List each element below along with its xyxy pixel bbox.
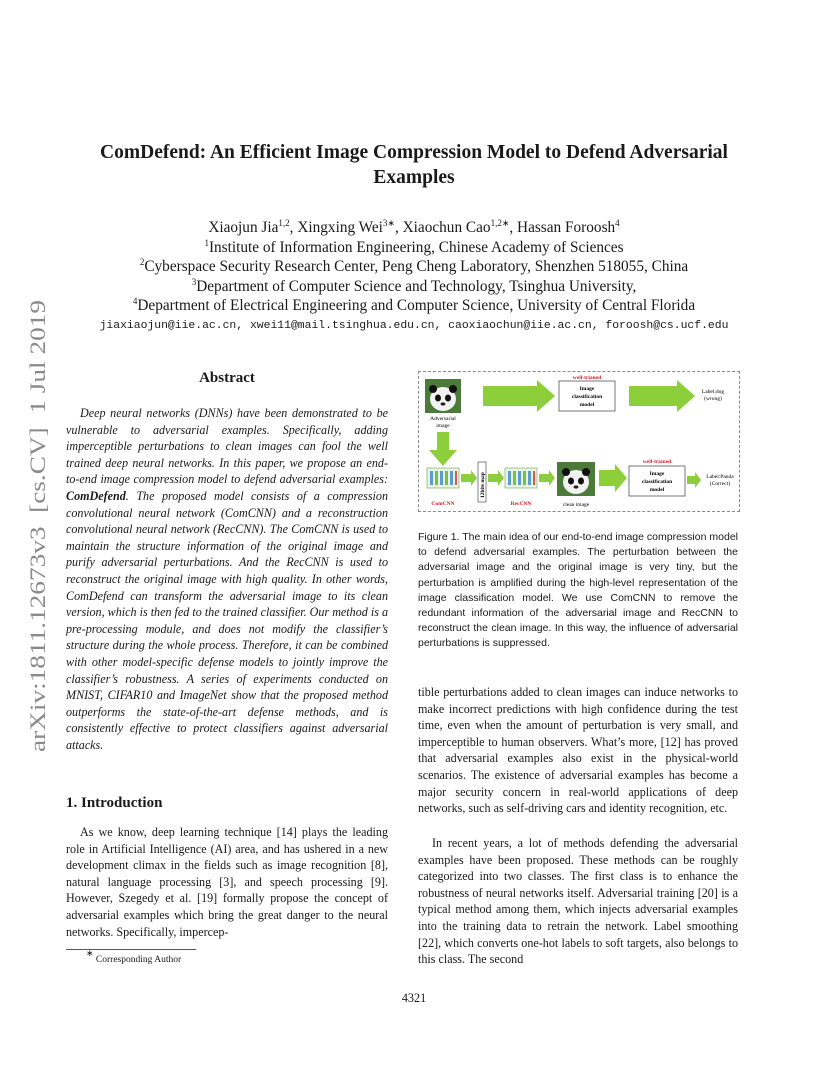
- paper-title: ComDefend: An Efficient Image Compression Model to Defend Adversarial Examples: [100, 142, 728, 188]
- affiliation-3: $^3$Department of Computer Science and Technology, Tsinghua University,: [191, 276, 637, 295]
- author-emails: jiaxiaojun@iie.ac.cn, xwei11@mail.tsinghua.edu.cn, caoxiaochun@iie.ac.cn, foroosh@cs.ucf.edu: [99, 319, 729, 332]
- arrow-right-icon: [599, 464, 627, 492]
- footnote: ∗ Corresponding Author: [86, 948, 182, 965]
- well-trained-label-top: well-trianed: [572, 375, 602, 381]
- abstract-text: Deep neural networks (DNNs) have been demonstrated to be vulnerable to adversarial examples. Specifically, adding imperceptible perturbations to clean images can fool the well trained deep neural networks. In this paper, we propose an end-to-end image compression model to defend adversarial examples: ComDefend. The proposed model consists of a compression convolutional neural network (ComCNN) and a reconstruction convolutional neural network (RecCNN). The ComCNN is used to maintain the structure information of the original image and purify adversarial perturbations. And the RecCNN is used to reconstruct the original image with high quality. In other words, ComDefend can transform the adversarial image to its clean version, which is then fed to the trained classifier. Our method is a pre-processing module, and does not modify the classifier’s structure during the whole process. Therefore, it can be combined with other model-specific defense models to jointly improve the classifier’s robustness. A series of experiments conducted on MNIST, CIFAR10 and ImageNet show that the proposed method outperforms the state-of-the-art defense methods, and is consistently effective to protect classifiers against adversarial attacks.: [66, 406, 388, 752]
- author-names: Xiaojun Jia$^{1,2}$, Xingxing Wei$^{3∗}$, Xiaochun Cao$^{1,2∗}$, Hassan Foroosh$^4$: [208, 218, 620, 236]
- reccnn-label: RecCNN: [510, 501, 532, 507]
- adversarial-image-label-2: image: [436, 423, 450, 429]
- svg-text:model: model: [649, 487, 665, 493]
- affiliation-4: $^4$Department of Electrical Engineering and Computer Science, University of Central Florida: [132, 296, 696, 314]
- reccnn-block: [505, 468, 537, 488]
- label-dog: Label:dog: [701, 389, 725, 395]
- introduction-paragraph: As we know, deep learning technique [14] plays the leading role in Artificial Intelligence (AI) area, and has ushered in a new development climax in the fields such as image recognition [8], natural language processing [3], and speech processing [9]. However, Szegedy et al. [19] formally propose the concept of adversarial examples which bring the great danger to the neural networks. Specifically, impercep-: [66, 825, 388, 939]
- author-name: Hassan Foroosh: [517, 219, 616, 236]
- right-column-paragraph-2: In recent years, a lot of methods defending the adversarial examples have been proposed. These methods can be roughly categorized into two classes. The first class is to enhance the robustness of neural networks itself. Adversarial training [20] is a typical method among them, which injects adversarial examples into the training data to retrain the network. Label smoothing [22], which converts one-hot labels to soft targets, also belongs to this class. The second: [418, 836, 738, 967]
- author-name: Xiaojun Jia: [208, 219, 279, 236]
- adversarial-image-label-1: Adversarial: [430, 416, 456, 422]
- label-panda: Label:Panda: [706, 474, 734, 480]
- svg-text:Image: Image: [649, 471, 665, 477]
- arrow-right-icon: [488, 470, 504, 486]
- comcnn-block: [427, 468, 459, 488]
- clean-image-label: clean image: [562, 502, 590, 508]
- introduction-heading: 1. Introduction: [66, 795, 163, 811]
- author-name: Xingxing Wei: [297, 219, 383, 236]
- adversarial-image: [425, 379, 461, 413]
- arrow-right-icon: [629, 380, 695, 412]
- author-name: Xiaochun Cao: [402, 219, 491, 236]
- affiliation-1: $^1$Institute of Information Engineering, Chinese Academy of Sciences: [204, 237, 624, 256]
- arxiv-stamp-text: arXiv:1811.12673v3 [cs.CV] 1 Jul 2019: [25, 379, 50, 752]
- arxiv-stamp: [23, 300, 53, 760]
- arrow-down-icon: [429, 432, 457, 466]
- well-trained-label-bottom: well-trianed: [642, 459, 672, 465]
- svg-text:Image: Image: [579, 386, 595, 392]
- svg-text:model: model: [579, 402, 595, 408]
- right-column-paragraph-1: tible perturbations added to clean images can induce networks to make incorrect predictions with high confidence during the test time, even when the amount of perturbation is very small, and imperceptible to human observers. What’s more, [12] has proved that adversarial examples also exist in the physical-world scenarios. The existence of adversarial examples has become a major security concern in real-world applications of deep networks, such as self-driving cars and identity recognition, etc.: [418, 685, 738, 816]
- figure-1: [418, 371, 740, 512]
- clean-image: [557, 462, 595, 496]
- page-number: 4321: [401, 991, 427, 1005]
- label-dog-status: (wrong): [704, 396, 722, 402]
- affiliation-2: $^2$Cyberspace Security Research Center, Peng Cheng Laboratory, Shenzhen 518055, China: [139, 257, 689, 275]
- bits-map-label: 12bits map: [480, 472, 486, 498]
- arrow-right-icon: [687, 472, 701, 488]
- abstract-heading: Abstract: [199, 370, 255, 386]
- comcnn-label: ComCNN: [431, 501, 455, 507]
- figure-caption: Figure 1. The main idea of our end-to-end image compression model to defend adversarial examples. The perturbation between the adversarial image and the original image is very tiny, but the perturbation is amplified during the high-level representation of the image classification model. We use ComCNN to remove the redundant information of the adversarial image and RecCNN to reconstruct the clean image. In this way, the influence of adversarial perturbations is suppressed.: [418, 531, 738, 650]
- author-block: [40, 218, 788, 336]
- arrow-right-icon: [461, 470, 477, 486]
- arrow-right-icon: [539, 470, 555, 486]
- svg-text:classification: classification: [571, 394, 603, 400]
- svg-text:classification: classification: [641, 479, 673, 485]
- arrow-right-icon: [483, 380, 555, 412]
- label-panda-status: (Correct): [709, 481, 731, 487]
